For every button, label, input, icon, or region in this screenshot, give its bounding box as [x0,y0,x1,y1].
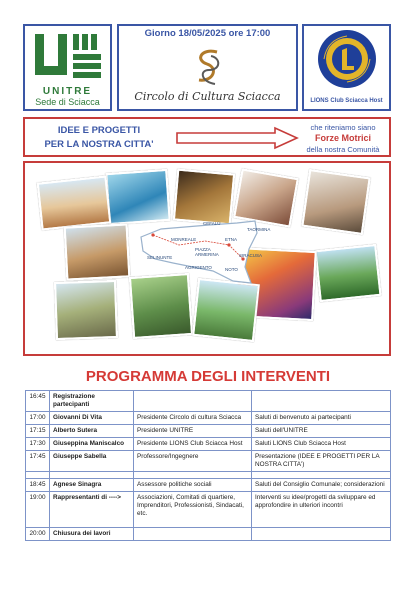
unitre-logo-box [23,24,112,111]
theme-banner [23,117,391,157]
row-speaker: Alberto Sutera [50,425,134,438]
map-label-piazza-armerina: PIAZZA ARMERINA [195,247,219,257]
row-speaker: Chiusura dei lavori [50,528,134,541]
banner-left-text [29,124,169,152]
row-time: 17:15 [26,425,50,438]
banner-right-line3: della nostra Comunità [306,145,380,154]
banner-right-text [297,122,389,155]
row-topic: Saluti dell'UNITRE [252,425,391,438]
map-label-cefalu: CEFALÙ [203,221,221,226]
row-topic: Interventi su idee/progetti da sviluppare ed approfondire in ulteriori incontri [252,492,391,528]
row-speaker: Rappresentanti di ----> [50,492,134,528]
circolo-monogram-icon [191,46,225,88]
photo-church [301,169,370,235]
row-role: Presidente Circolo di cultura Sciacca [134,412,252,425]
banner-right-line1: che riteniamo siano [310,123,376,132]
row-time: 20:00 [26,528,50,541]
row-topic: Saluti di benvenuto ai partecipanti [252,412,391,425]
row-speaker: Giuseppe Sabella [50,451,134,472]
table-row [26,425,391,438]
row-speaker: Registrazione partecipanti [50,391,134,412]
row-topic [252,391,391,412]
program-table [25,390,391,541]
lions-club-name: LIONS Club Sciacca Host [310,98,383,104]
event-date: Giorno 18/05/2025 ore 17:00 [144,28,271,39]
right-arrow-icon [175,126,300,150]
row-topic [252,528,391,541]
table-spacer-row [26,472,391,479]
banner-left-line2: PER LA NOSTRA CITTA' [44,139,154,150]
row-time: 17:00 [26,412,50,425]
table-row [26,528,391,541]
unitre-logo-icon [33,32,105,84]
program-title: PROGRAMMA DEGLI INTERVENTI [85,368,331,385]
map-label-etna: ETNA [225,237,238,242]
map-label-siracusa: SIRACUSA [239,253,263,258]
row-time: 17:30 [26,438,50,451]
row-role: Professore/Ingegnere [134,451,252,472]
table-row [26,479,391,492]
row-role: Presidente UNITRE [134,425,252,438]
row-role [134,528,252,541]
row-topic: Saluti del Consiglio Comunale; considerazioni [252,479,391,492]
row-speaker: Giuseppina Maniscalco [50,438,134,451]
photo-landscape [37,175,112,230]
photo-town [54,280,118,340]
table-row [26,451,391,472]
row-role: Presidente LIONS Club Sciacca Host [134,438,252,451]
sicily-photo-collage [23,161,391,356]
unitre-sede: Sede di Sciacca [35,97,100,107]
row-topic: Presentazione (IDEE E PROGETTI PER LA NOSTRA CITTA') [252,451,391,472]
table-row [26,438,391,451]
row-time: 19:00 [26,492,50,528]
table-row [26,492,391,528]
row-topic: Saluti LIONS Club Sciacca Host [252,438,391,451]
row-speaker: Giovanni Di Vita [50,412,134,425]
circolo-box [117,24,298,111]
map-label-selinunte: SELINUNTE [147,255,173,260]
banner-left-line1: IDEE E PROGETTI [57,125,141,136]
table-row [26,391,391,412]
lions-emblem-icon [316,28,378,90]
row-role: Associazioni, Comitati di quartiere, Imprenditori, Professionisti, Sindacati, etc. [134,492,252,528]
row-speaker: Agnese Sinagra [50,479,134,492]
table-row [26,412,391,425]
map-label-monreale: MONREALE [171,237,197,242]
row-role: Assessore politiche sociali [134,479,252,492]
map-label-agrigento: AGRIGENTO [185,265,212,270]
lions-logo-box [302,24,391,111]
row-role [134,391,252,412]
row-time: 16:45 [26,391,50,412]
circolo-name: Circolo di Cultura Sciacca [134,90,281,103]
photo-ruins [64,223,131,280]
row-time: 18:45 [26,479,50,492]
map-label-noto: NOTO [225,267,238,272]
banner-right-line2: Forze Motrici [314,133,371,143]
photo-vineyard [314,244,381,302]
unitre-wordmark: UNITRE [42,86,93,97]
row-time: 17:45 [26,451,50,472]
map-label-taormina: TAORMINA [247,227,271,232]
